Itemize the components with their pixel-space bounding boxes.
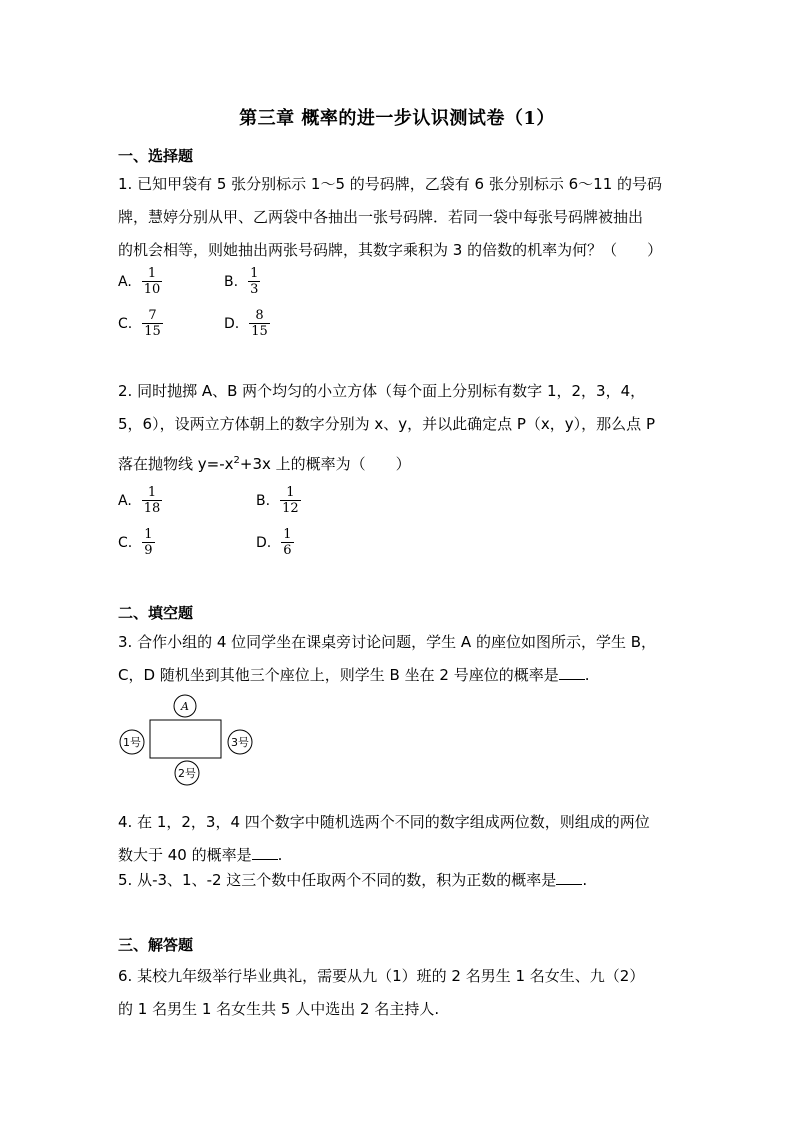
question-line: 的 1 名男生 1 名女生共 5 人中选出 2 名主持人. (118, 1000, 440, 1018)
question-6-text (118, 960, 678, 1026)
fraction (142, 485, 163, 516)
numerator: 8 (255, 308, 264, 323)
option-label: D. (256, 534, 272, 551)
question-line: 5，6），设两立方体朝上的数字分别为 x、y，并以此确定点 P（x，y），那么点 P (118, 415, 655, 433)
numerator: 7 (148, 308, 157, 323)
superscript: 2 (233, 455, 240, 466)
answer-blank[interactable] (559, 665, 585, 680)
numerator: 1 (147, 485, 157, 500)
numerator: 1 (286, 485, 295, 500)
denominator: 18 (143, 501, 161, 516)
seat-a-label: A (181, 700, 189, 713)
question-2-text (118, 375, 678, 481)
q2-option-b[interactable] (256, 485, 301, 516)
option-label: A. (118, 273, 132, 290)
denominator: 15 (251, 324, 268, 339)
question-5-text (118, 864, 678, 897)
denominator: 3 (250, 282, 259, 297)
option-label: B. (224, 273, 239, 290)
desk-rect (150, 720, 221, 758)
option-label: A. (118, 492, 132, 509)
fraction (248, 266, 260, 297)
question-3-text (118, 626, 678, 692)
q2-option-c[interactable] (118, 527, 155, 558)
fraction (280, 485, 301, 516)
question-line: 2. 同时抛掷 A、B 两个均匀的小立方体（每个面上分别标有数字 1，2，3，4， (118, 382, 646, 400)
question-line: 3. 合作小组的 4 位同学坐在课桌旁讨论问题，学生 A 的座位如图所示，学生 B， (118, 633, 657, 651)
question-4-text (118, 806, 678, 872)
question-text: +3x 上的概率为（ ） (239, 455, 411, 473)
question-line (118, 659, 678, 692)
option-label: C. (118, 534, 133, 551)
question-line: 1. 已知甲袋有 5 张分别标示 1～5 的号码牌，乙袋有 6 张分别标示 6～11 的号码 (118, 175, 663, 193)
denominator: 15 (144, 324, 161, 339)
question-1-text (118, 168, 678, 267)
fraction (142, 527, 154, 558)
seat-3-label: 3号 (231, 736, 249, 749)
answer-blank[interactable] (556, 870, 582, 885)
question-text: . (277, 846, 283, 864)
question-line: 的机会相等，则她抽出两张号码牌，其数字乘积为 3 的倍数的机率为何？（ ） (118, 241, 663, 259)
question-line: 4. 在 1，2，3，4 四个数字中随机选两个不同的数字组成两位数，则组成的两位 (118, 813, 650, 831)
option-label: B. (256, 492, 271, 509)
seat-1-label: 1号 (123, 736, 141, 749)
denominator: 9 (144, 543, 153, 558)
q2-option-d[interactable] (256, 527, 294, 558)
option-label: D. (224, 315, 240, 332)
seat-2-label: 2号 (178, 767, 196, 780)
question-line: 牌，慧婷分别从甲、乙两袋中各抽出一张号码牌．若同一袋中每张号码牌被抽出 (118, 208, 644, 226)
q1-option-a[interactable] (118, 266, 162, 297)
fraction (142, 308, 163, 339)
question-text: . (582, 871, 588, 889)
section-heading-answer: 三、解答题 (118, 936, 194, 954)
question-line (118, 864, 678, 897)
denominator: 12 (282, 501, 299, 516)
question-text: C，D 随机坐到其他三个座位上，则学生 B 坐在 2 号座位的概率是 (118, 666, 559, 684)
question-text: 数大于 40 的概率是 (118, 846, 252, 864)
seating-diagram (110, 693, 270, 793)
numerator: 1 (283, 527, 292, 542)
question-line: 6. 某校九年级举行毕业典礼，需要从九（1）班的 2 名男生 1 名女生、九（2） (118, 967, 645, 985)
numerator: 1 (250, 266, 259, 281)
q1-option-b[interactable] (224, 266, 260, 297)
page-title: 第三章 概率的进一步认识测试卷（1） (239, 108, 555, 129)
numerator: 1 (144, 527, 153, 542)
denominator: 10 (143, 282, 161, 297)
fraction (281, 527, 293, 558)
question-line (118, 444, 678, 481)
q1-option-c[interactable] (118, 308, 163, 339)
option-label: C. (118, 315, 133, 332)
fraction (249, 308, 270, 339)
answer-blank[interactable] (252, 845, 278, 860)
denominator: 6 (283, 543, 292, 558)
q2-option-a[interactable] (118, 485, 162, 516)
section-heading-fill: 二、填空题 (118, 604, 194, 622)
question-text: 5. 从-3、1、-2 这三个数中任取两个不同的数，积为正数的概率是 (118, 871, 557, 889)
q1-option-d[interactable] (224, 308, 270, 339)
numerator: 1 (147, 266, 157, 281)
fraction (142, 266, 163, 297)
question-text: . (584, 666, 590, 684)
question-text: 落在抛物线 y=-x (118, 455, 234, 473)
section-heading-choice: 一、选择题 (118, 147, 194, 165)
